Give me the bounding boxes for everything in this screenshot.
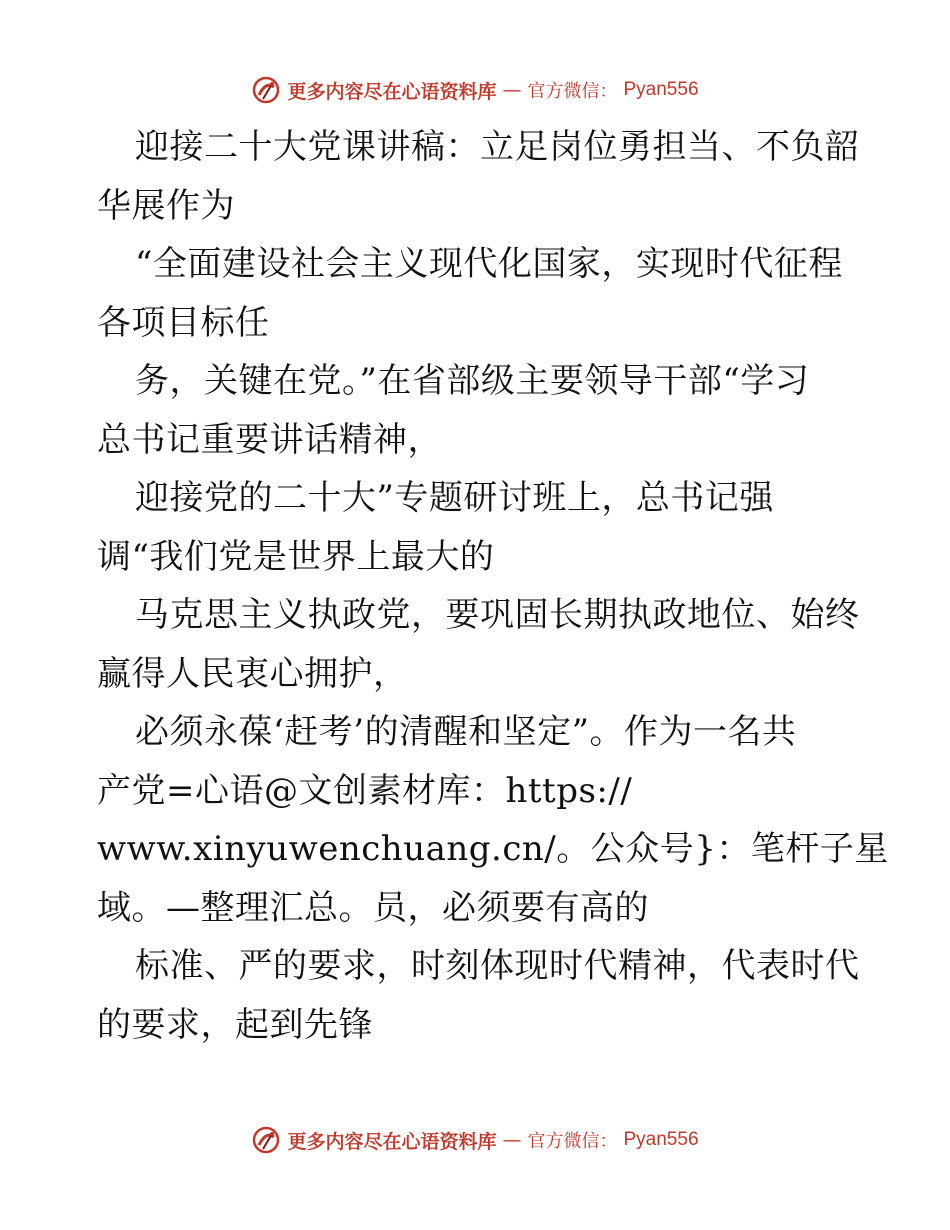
header-brand <box>251 75 698 105</box>
text-line: 的要求，起到先锋 <box>97 1004 373 1045</box>
text-line: 调“我们党是世界上最大的 <box>97 536 495 577</box>
text-line: 迎接二十大党课讲稿：立足岗位勇担当、不负韶 <box>135 127 860 167</box>
text-line: 标准、严的要求，时刻体现时代精神，代表时代 <box>135 946 860 986</box>
footer-brand-dash: — <box>502 1129 522 1151</box>
text-line: 迎接党的二十大”专题研讨班上，总书记强 <box>135 478 774 518</box>
footer-brand-text: 更多内容尽在心语资料库 <box>287 1130 497 1153</box>
text-line: 赢得人民衷心拥护， <box>97 653 408 694</box>
text-line: 马克思主义执政党，要巩固长期执政地位、始终 <box>135 595 860 635</box>
brand-logo-icon <box>251 1125 281 1155</box>
header-brand-dash: — <box>502 79 522 101</box>
text-line: 各项目标任 <box>97 302 270 343</box>
page-header <box>0 70 950 110</box>
text-line: 必须永葆‘赶考’的清醒和坚定”。作为一名共 <box>135 712 797 752</box>
footer-brand <box>251 1125 698 1155</box>
text-line: 总书记重要讲话精神， <box>97 419 442 460</box>
header-wechat-id: Pyan556 <box>623 79 699 100</box>
text-line: 域。—整理汇总。员，必须要有高的 <box>97 887 649 928</box>
header-brand-text: 更多内容尽在心语资料库 <box>287 80 497 103</box>
text-line: 华展作为 <box>97 185 235 226</box>
text-line: www.xinyuwenchuang.cn/。公众号}：笔杆子星 <box>97 829 889 869</box>
text-line: 产党=心语@文创素材库：https:// <box>97 770 633 811</box>
page-footer <box>0 1120 950 1160</box>
text-line: “全面建设社会主义现代化国家，实现时代征程 <box>135 244 843 284</box>
header-wechat-label: 官方微信： <box>527 81 618 102</box>
document-body <box>97 118 889 1054</box>
brand-logo-icon <box>251 75 281 105</box>
text-line: 务，关键在党。”在省部级主要领导干部“学习 <box>135 361 810 401</box>
footer-wechat-label: 官方微信： <box>527 1131 618 1152</box>
footer-wechat-id: Pyan556 <box>623 1129 699 1150</box>
